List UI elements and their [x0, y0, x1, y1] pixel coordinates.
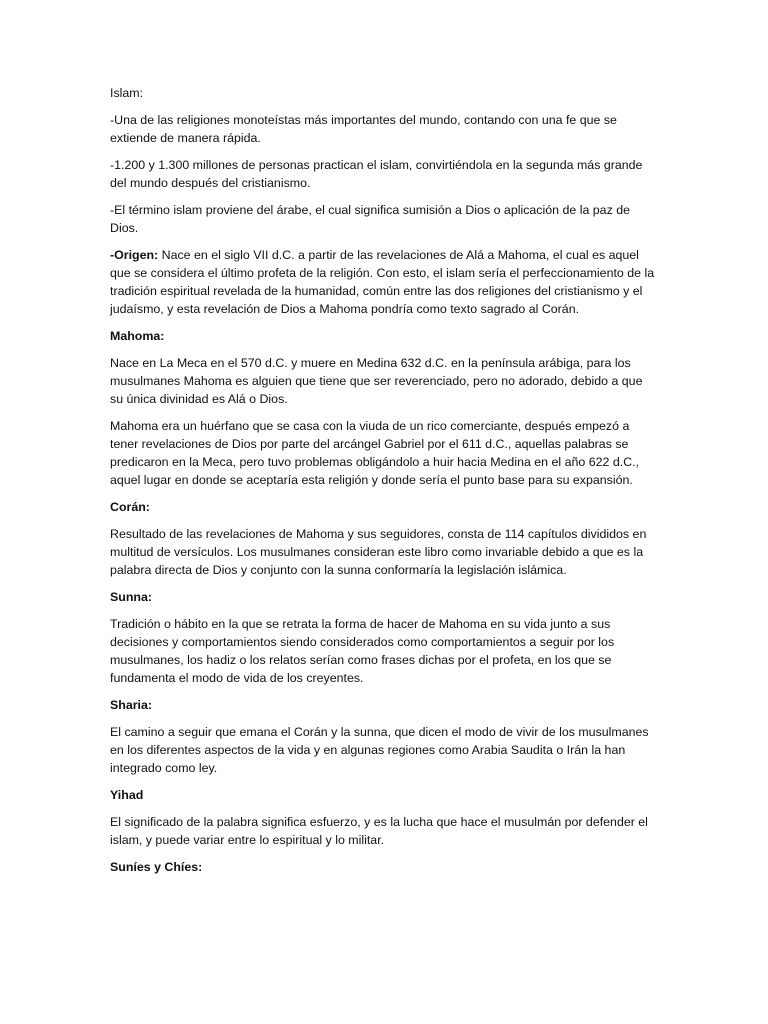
intro-paragraph-3: -El término islam proviene del árabe, el cual significa sumisión a Dios o aplicación de la paz de Dios. [110, 203, 630, 235]
mahoma-paragraph-2: Mahoma era un huérfano que se casa con la viuda de un rico comerciante, después empezó a tener revelaciones de Dios por parte del arcángel Gabriel por el 611 d.C., aquellas palabras se predicaron en la Meca, pero tuvo problemas obligándolo a huir hacia Medina en el año 622 d.C., aquel lugar en donde se aceptaría esta religión y donde sería el punto base para su expansión. [110, 419, 640, 487]
coran-paragraph: Resultado de las revelaciones de Mahoma y sus seguidores, consta de 114 capítulos divididos en multitud de versículos. Los musulmanes consideran este libro como invariable debido a que es la palabra directa de Dios y conjunto con la sunna conformaría la legislación islámica. [110, 527, 647, 577]
sharia-heading: Sharia: [110, 698, 153, 712]
mahoma-heading: Mahoma: [110, 329, 165, 343]
document-page [110, 84, 658, 885]
origen-paragraph [110, 246, 658, 318]
yihad-heading: Yihad [110, 788, 144, 802]
intro-paragraph-1: -Una de las religiones monoteístas más importantes del mundo, contando con una fe que se extiende de manera rápida. [110, 113, 617, 145]
document-title: Islam: [110, 86, 144, 100]
origen-label: -Origen: [110, 248, 159, 262]
sunna-heading: Sunna: [110, 590, 152, 604]
intro-paragraph-2: -1.200 y 1.300 millones de personas practican el islam, convirtiéndola en la segunda más grande del mundo después del cristianismo. [110, 158, 643, 190]
mahoma-paragraph-1: Nace en La Meca en el 570 d.C. y muere en Medina 632 d.C. en la península arábiga, para los musulmanes Mahoma es alguien que tiene que ser reverenciado, pero no adorado, debido a que su única divinidad es Alá o Dios. [110, 356, 643, 406]
sunna-paragraph: Tradición o hábito en la que se retrata la forma de hacer de Mahoma en su vida junto a sus decisiones y comportamientos siendo considerados como comportamientos a seguir por los musulmanes, los hadiz o los relatos serían como frases dichas por el profeta, en los que se fundamenta el modo de vida de los creyentes. [110, 617, 615, 685]
coran-heading: Corán: [110, 500, 150, 514]
origen-text: Nace en el siglo VII d.C. a partir de las revelaciones de Alá a Mahoma, el cual es aquel que se considera el último profeta de la religión. Con esto, el islam sería el perfeccionamiento de la tradición espiritual revelada de la humanidad, común entre las dos religiones del cristianismo y el judaísmo, y esta revelación de Dios a Mahoma pondría como texto sagrado al Corán. [110, 248, 655, 316]
yihad-paragraph: El significado de la palabra significa esfuerzo, y es la lucha que hace el musulmán por defender el islam, y puede variar entre lo espiritual y lo militar. [110, 815, 648, 847]
sunies-heading: Suníes y Chíes: [110, 860, 203, 874]
sharia-paragraph: El camino a seguir que emana el Corán y la sunna, que dicen el modo de vivir de los musulmanes en los diferentes aspectos de la vida y en algunas regiones como Arabia Saudita o Irán la han integrado como ley. [110, 725, 649, 775]
